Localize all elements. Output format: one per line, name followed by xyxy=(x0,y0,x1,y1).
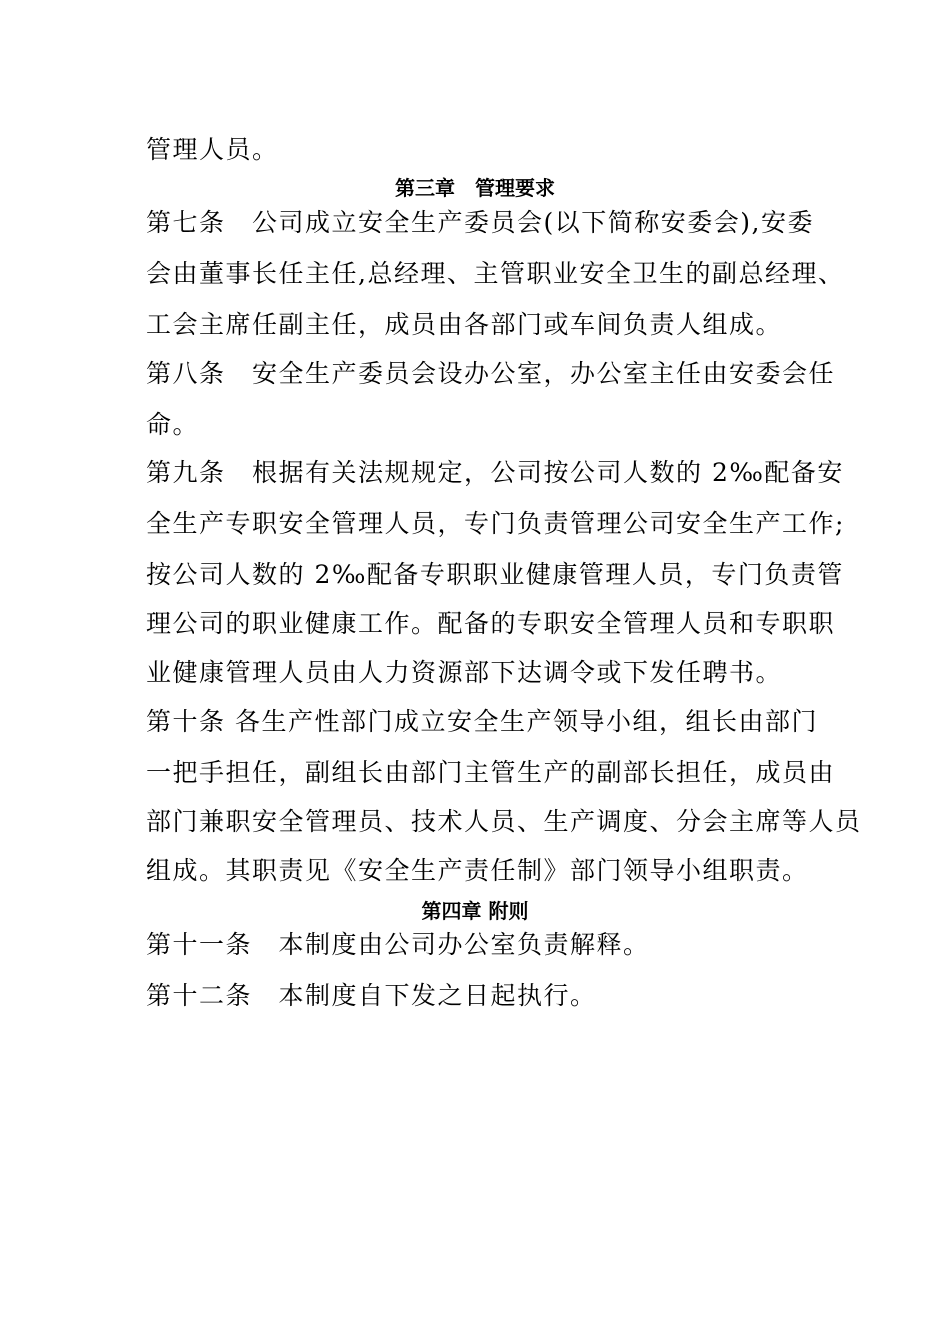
article-10-line-3: 部门兼职安全管理员、技术人员、生产调度、分会主席等人员 xyxy=(146,807,862,836)
chapter-3-heading: 第三章 管理要求 xyxy=(395,176,555,200)
article-10-line-4: 组成。其职责见《安全生产责任制》部门领导小组职责。 xyxy=(146,856,809,885)
chapter-4-heading: 第四章 附则 xyxy=(421,899,529,923)
article-9-line-1: 第九条 根据有关法规规定，公司按公司人数的 2‰配备安 xyxy=(146,458,844,487)
article-7-line-2: 会由董事长任主任,总经理、主管职业安全卫生的副总经理、 xyxy=(146,259,845,288)
article-7-line-3: 工会主席任副主任，成员由各部门或车间负责人组成。 xyxy=(146,310,783,339)
article-10-line-2: 一把手担任，副组长由部门主管生产的副部长担任，成员由 xyxy=(146,758,836,787)
article-9-line-3: 按公司人数的 2‰配备专职职业健康管理人员，专门负责管 xyxy=(146,560,844,589)
article-9-line-2: 全生产专职安全管理人员，专门负责管理公司安全生产工作; xyxy=(146,509,845,538)
article-9-line-5: 业健康管理人员由人力资源部下达调令或下发任聘书。 xyxy=(146,658,783,687)
article-12-line: 第十二条 本制度自下发之日起执行。 xyxy=(146,981,597,1010)
article-10-line-1: 第十条 各生产性部门成立安全生产领导小组，组长由部门 xyxy=(146,707,818,736)
article-11-line: 第十一条 本制度由公司办公室负责解释。 xyxy=(146,930,650,959)
article-9-line-4: 理公司的职业健康工作。配备的专职安全管理人员和专职职 xyxy=(146,609,836,638)
article-7-line-1: 第七条 公司成立安全生产委员会(以下简称安委会),安委 xyxy=(146,208,814,237)
article-8-line-1: 第八条 安全生产委员会设办公室，办公室主任由安委会任 xyxy=(146,359,836,388)
article-8-line-2: 命。 xyxy=(146,410,200,439)
text-line-continuation: 管理人员。 xyxy=(146,135,279,164)
